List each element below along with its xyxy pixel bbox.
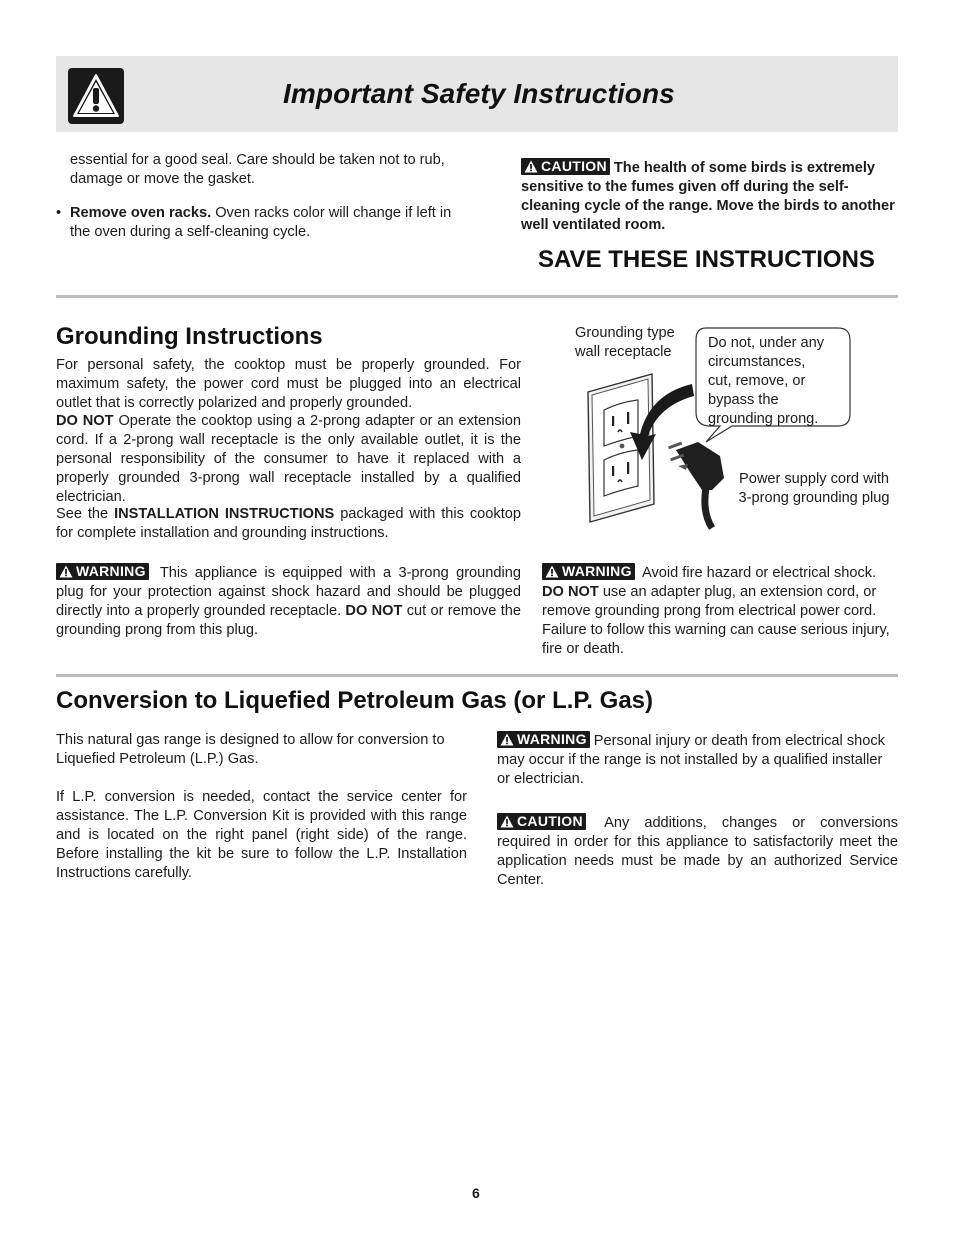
warning-triangle-icon [500, 815, 514, 828]
lp-warning: WARNING Personal injury or death from electrical shock may occur if the range is not installed by a qualified installer or electrician. [497, 731, 885, 787]
oven-racks-paragraph: • Remove oven racks. Oven racks color will change if left in the oven during a self-cleaning cycle. [56, 205, 452, 240]
lp-paragraph-1: This natural gas range is designed to allow for conversion to Liquefied Petroleum (L.P.) Gas. [56, 732, 445, 767]
grounding-heading: Grounding Instructions [56, 323, 323, 350]
birds-caution-paragraph: CAUTION The health of some birds is extremely sensitive to the fumes given off during the self-cleaning cycle of the range. Move the birds to another well ventilated room. [521, 158, 895, 233]
grounding-warning-2: WARNING Avoid fire hazard or electrical shock. DO NOT use an adapter plug, an extension cord, or remove grounding prong from electrical power cord. Failure to follow this warning can cause serious injury, fire or death. [542, 563, 890, 657]
cord-label: Power supply cord with 3-prong grounding plug [738, 471, 890, 506]
receptacle-label: Grounding type wall receptacle [575, 325, 675, 360]
page-number: 6 [472, 1185, 480, 1201]
plug-icon [668, 442, 724, 528]
page-title: Important Safety Instructions [283, 78, 675, 109]
caution-badge: CAUTION [521, 158, 610, 175]
grounding-paragraph-2: DO NOT Operate the cooktop using a 2-prong adapter or an extension cord. If a 2-prong wall receptacle is the only available outlet, it is the personal responsibility of the consumer to have it replaced with a properly grounded 3-prong wall receptacle installed by a qualified electrician. [56, 413, 521, 505]
warning-triangle-icon [59, 565, 73, 578]
lp-paragraph-2: If L.P. conversion is needed, contact the service center for assistance. The L.P. Conversion Kit is provided with this range and is located on the right panel (right side) of the range. Before installing the kit be sure to follow the L.P. Installation Instructions carefully. [56, 789, 467, 881]
section-divider [56, 295, 898, 298]
warning-triangle-icon [500, 733, 514, 746]
grounding-warning-1: WARNING This appliance is equipped with a 3-prong grounding plug for your protection against shock hazard and should be plugged directly into a properly grounded receptacle. DO NOT cut or remove the grounding prong from this plug. [56, 563, 521, 638]
warning-triangle-icon [545, 565, 559, 578]
warning-triangle-icon [524, 160, 538, 173]
save-instructions-heading: SAVE THESE INSTRUCTIONS [538, 246, 875, 273]
bullet-icon: • [56, 205, 62, 221]
grounding-paragraph-1: For personal safety, the cooktop must be properly grounded. For maximum safety, the power cord must be plugged into an electrical outlet that is correctly polarized and properly grounded. [56, 357, 521, 411]
section-divider [56, 674, 898, 677]
grounding-paragraph-3: See the INSTALLATION INSTRUCTIONS packaged with this cooktop for complete installation and grounding instructions. [56, 506, 521, 541]
lp-gas-heading: Conversion to Liquefied Petroleum Gas (or L.P. Gas) [56, 687, 653, 714]
warning-badge: WARNING [542, 563, 635, 580]
warning-triangle-icon [68, 68, 124, 124]
caution-badge: CAUTION [497, 813, 586, 830]
warning-badge: WARNING [497, 731, 590, 748]
warning-badge: WARNING [56, 563, 149, 580]
lp-caution: CAUTION Any additions, changes or conversions required in order for this appliance to satisfactorily meet the application needs must be made by an authorized Service Center. [497, 813, 898, 888]
callout-text: Do not, under any circumstances, cut, remove, or bypass the grounding prong. [708, 335, 825, 427]
gasket-paragraph: essential for a good seal. Care should be taken not to rub, damage or move the gasket. [70, 152, 445, 187]
